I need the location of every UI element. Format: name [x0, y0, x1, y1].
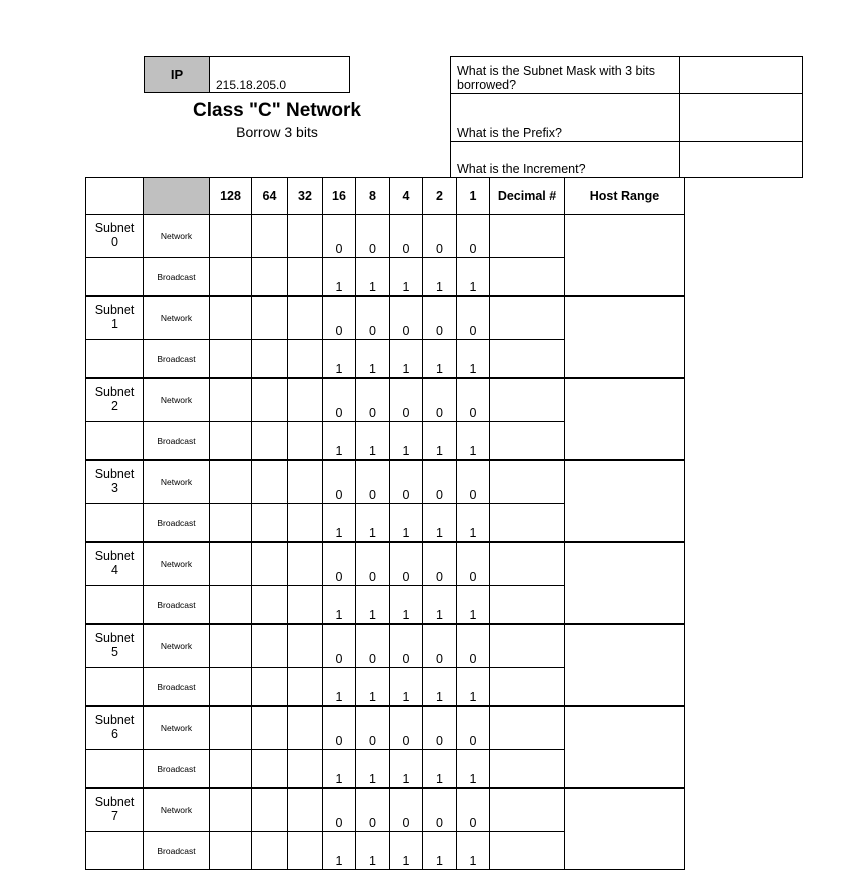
header-bit-1: 1 [457, 178, 490, 215]
bit-value: 0 [457, 706, 490, 750]
bit-value: 0 [356, 624, 390, 668]
row-type-network: Network [144, 624, 210, 668]
decimal-cell[interactable] [490, 586, 565, 625]
header-decimal: Decimal # [490, 178, 565, 215]
bit-input-cell[interactable] [252, 378, 288, 422]
worksheet-title: Class "C" Network [193, 100, 361, 121]
subnet-label: Subnet 1 [86, 296, 144, 340]
bit-value: 0 [323, 542, 356, 586]
subnet-3-network-row [86, 460, 685, 504]
question-subnet-mask: What is the Subnet Mask with 3 bits borrowed? [451, 57, 680, 94]
bit-value: 0 [457, 460, 490, 504]
bit-value: 0 [323, 624, 356, 668]
bit-input-cell[interactable] [288, 296, 323, 340]
bit-value: 0 [356, 378, 390, 422]
bit-value: 1 [323, 750, 356, 789]
bit-input-cell[interactable] [210, 460, 252, 504]
question-increment: What is the Increment? [451, 142, 680, 178]
row-type-broadcast: Broadcast [144, 668, 210, 707]
answer-subnet-mask[interactable] [680, 57, 803, 94]
bit-value: 1 [457, 668, 490, 707]
header-bit-64: 64 [252, 178, 288, 215]
bit-value: 1 [423, 668, 457, 707]
bit-input-cell[interactable] [288, 668, 323, 707]
bit-value: 0 [323, 378, 356, 422]
bit-value: 0 [323, 215, 356, 258]
bit-value: 0 [356, 215, 390, 258]
bit-input-cell[interactable] [252, 668, 288, 707]
subnet-6-network-row [86, 706, 685, 750]
header-gray [144, 178, 210, 215]
bit-value: 1 [356, 422, 390, 461]
bit-value: 0 [323, 296, 356, 340]
bit-value: 1 [390, 668, 423, 707]
bit-input-cell[interactable] [252, 422, 288, 461]
bit-input-cell[interactable] [288, 624, 323, 668]
bit-input-cell[interactable] [210, 378, 252, 422]
subnet-grid [85, 177, 685, 870]
bit-input-cell[interactable] [288, 542, 323, 586]
bit-value: 0 [423, 542, 457, 586]
subnet-label: Subnet 0 [86, 215, 144, 258]
bit-input-cell[interactable] [210, 340, 252, 379]
bit-value: 0 [457, 296, 490, 340]
bit-value: 0 [390, 542, 423, 586]
decimal-cell[interactable] [490, 296, 565, 340]
bit-input-cell[interactable] [252, 340, 288, 379]
bit-input-cell[interactable] [252, 750, 288, 789]
bit-input-cell[interactable] [288, 215, 323, 258]
header-host-range: Host Range [565, 178, 685, 215]
bit-value: 0 [423, 296, 457, 340]
subnet-label-blank [86, 422, 144, 461]
bit-value: 1 [390, 586, 423, 625]
bit-input-cell[interactable] [252, 296, 288, 340]
subnet-label: Subnet 3 [86, 460, 144, 504]
subnet-label-blank [86, 340, 144, 379]
row-type-network: Network [144, 460, 210, 504]
bit-input-cell[interactable] [252, 460, 288, 504]
header-bit-16: 16 [323, 178, 356, 215]
bit-value: 0 [390, 296, 423, 340]
worksheet-subtitle: Borrow 3 bits [236, 124, 318, 140]
header-blank [86, 178, 144, 215]
bit-value: 1 [390, 750, 423, 789]
bit-value: 1 [423, 258, 457, 297]
row-type-broadcast: Broadcast [144, 504, 210, 543]
header-bit-128: 128 [210, 178, 252, 215]
bit-input-cell[interactable] [210, 788, 252, 832]
host-range-cell[interactable] [565, 624, 685, 706]
bit-input-cell[interactable] [252, 624, 288, 668]
row-type-network: Network [144, 542, 210, 586]
row-type-broadcast: Broadcast [144, 422, 210, 461]
host-range-cell[interactable] [565, 706, 685, 788]
bit-value: 1 [457, 258, 490, 297]
bit-input-cell[interactable] [288, 378, 323, 422]
bit-value: 0 [356, 788, 390, 832]
subnet-0-network-row [86, 215, 685, 258]
host-range-cell[interactable] [565, 378, 685, 460]
host-range-cell[interactable] [565, 788, 685, 870]
answer-prefix[interactable] [680, 94, 803, 142]
bit-value: 0 [423, 215, 457, 258]
row-type-network: Network [144, 706, 210, 750]
bit-input-cell[interactable] [252, 706, 288, 750]
subnet-label-blank [86, 832, 144, 870]
subnet-label-blank [86, 668, 144, 707]
bit-value: 1 [390, 422, 423, 461]
bit-value: 1 [356, 832, 390, 870]
bit-value: 1 [390, 340, 423, 379]
bit-input-cell[interactable] [288, 258, 323, 297]
subnet-label: Subnet 4 [86, 542, 144, 586]
questions-table [450, 56, 803, 178]
subnet-label: Subnet 7 [86, 788, 144, 832]
bit-value: 0 [390, 378, 423, 422]
bit-input-cell[interactable] [210, 422, 252, 461]
bit-input-cell[interactable] [210, 296, 252, 340]
row-type-broadcast: Broadcast [144, 750, 210, 789]
bit-input-cell[interactable] [288, 788, 323, 832]
bit-value: 1 [323, 504, 356, 543]
bit-value: 1 [356, 504, 390, 543]
header-bit-8: 8 [356, 178, 390, 215]
bit-value: 1 [356, 340, 390, 379]
bit-value: 0 [390, 460, 423, 504]
host-range-cell[interactable] [565, 542, 685, 624]
decimal-cell[interactable] [490, 832, 565, 870]
bit-value: 1 [423, 422, 457, 461]
bit-value: 0 [390, 215, 423, 258]
bit-input-cell[interactable] [210, 750, 252, 789]
subnet-2-network-row [86, 378, 685, 422]
header-bit-4: 4 [390, 178, 423, 215]
bit-value: 0 [457, 788, 490, 832]
bit-value: 1 [457, 586, 490, 625]
ip-label: IP [144, 56, 210, 93]
bit-value: 1 [457, 750, 490, 789]
subnet-label: Subnet 6 [86, 706, 144, 750]
bit-input-cell[interactable] [288, 706, 323, 750]
subnet-5-network-row [86, 624, 685, 668]
header-bit-32: 32 [288, 178, 323, 215]
decimal-cell[interactable] [490, 624, 565, 668]
subnet-label-blank [86, 750, 144, 789]
bit-input-cell[interactable] [252, 542, 288, 586]
bit-input-cell[interactable] [288, 340, 323, 379]
bit-input-cell[interactable] [210, 258, 252, 297]
subnet-label-blank [86, 586, 144, 625]
row-type-network: Network [144, 788, 210, 832]
bit-value: 0 [457, 624, 490, 668]
bit-value: 0 [356, 706, 390, 750]
grid-header-row [86, 178, 685, 215]
row-type-broadcast: Broadcast [144, 340, 210, 379]
bit-input-cell[interactable] [288, 504, 323, 543]
bit-input-cell[interactable] [288, 586, 323, 625]
bit-value: 0 [390, 624, 423, 668]
bit-value: 0 [390, 788, 423, 832]
decimal-cell[interactable] [490, 750, 565, 789]
bit-value: 0 [423, 378, 457, 422]
subnet-label: Subnet 2 [86, 378, 144, 422]
bit-value: 0 [423, 460, 457, 504]
bit-value: 0 [323, 706, 356, 750]
bit-value: 0 [323, 460, 356, 504]
bit-input-cell[interactable] [210, 668, 252, 707]
bit-value: 0 [323, 788, 356, 832]
bit-value: 1 [423, 504, 457, 543]
decimal-cell[interactable] [490, 542, 565, 586]
question-prefix: What is the Prefix? [451, 94, 680, 142]
bit-value: 1 [423, 340, 457, 379]
bit-value: 1 [390, 258, 423, 297]
row-type-network: Network [144, 296, 210, 340]
ip-address-value[interactable]: 215.18.205.0 [209, 56, 350, 93]
bit-value: 1 [323, 832, 356, 870]
bit-input-cell[interactable] [288, 460, 323, 504]
bit-input-cell[interactable] [210, 832, 252, 870]
bit-value: 1 [323, 340, 356, 379]
decimal-cell[interactable] [490, 460, 565, 504]
bit-value: 1 [457, 422, 490, 461]
bit-value: 0 [356, 460, 390, 504]
bit-input-cell[interactable] [288, 832, 323, 870]
answer-increment[interactable] [680, 142, 803, 178]
subnet-label-blank [86, 258, 144, 297]
subnet-7-network-row [86, 788, 685, 832]
bit-value: 1 [323, 422, 356, 461]
subnet-label: Subnet 5 [86, 624, 144, 668]
bit-value: 1 [423, 832, 457, 870]
decimal-cell[interactable] [490, 504, 565, 543]
host-range-cell[interactable] [565, 460, 685, 542]
subnet-4-network-row [86, 542, 685, 586]
bit-value: 1 [323, 668, 356, 707]
bit-input-cell[interactable] [210, 624, 252, 668]
bit-input-cell[interactable] [288, 750, 323, 789]
bit-value: 1 [323, 258, 356, 297]
bit-value: 1 [457, 504, 490, 543]
decimal-cell[interactable] [490, 258, 565, 297]
bit-value: 0 [356, 296, 390, 340]
bit-value: 1 [390, 504, 423, 543]
bit-value: 0 [423, 706, 457, 750]
bit-input-cell[interactable] [252, 215, 288, 258]
bit-value: 1 [457, 340, 490, 379]
row-type-network: Network [144, 215, 210, 258]
decimal-cell[interactable] [490, 215, 565, 258]
decimal-cell[interactable] [490, 378, 565, 422]
bit-input-cell[interactable] [210, 504, 252, 543]
bit-value: 1 [423, 586, 457, 625]
bit-input-cell[interactable] [252, 832, 288, 870]
bit-value: 1 [356, 258, 390, 297]
bit-value: 1 [356, 750, 390, 789]
bit-input-cell[interactable] [210, 586, 252, 625]
bit-value: 0 [423, 788, 457, 832]
subnet-label-blank [86, 504, 144, 543]
bit-value: 0 [457, 215, 490, 258]
bit-value: 0 [423, 624, 457, 668]
bit-value: 0 [457, 542, 490, 586]
bit-input-cell[interactable] [252, 586, 288, 625]
bit-input-cell[interactable] [210, 706, 252, 750]
host-range-cell[interactable] [565, 215, 685, 297]
bit-input-cell[interactable] [210, 542, 252, 586]
bit-value: 1 [356, 668, 390, 707]
decimal-cell[interactable] [490, 340, 565, 379]
bit-value: 1 [390, 832, 423, 870]
bit-input-cell[interactable] [252, 258, 288, 297]
decimal-cell[interactable] [490, 788, 565, 832]
header-bit-2: 2 [423, 178, 457, 215]
row-type-broadcast: Broadcast [144, 586, 210, 625]
decimal-cell[interactable] [490, 706, 565, 750]
row-type-broadcast: Broadcast [144, 258, 210, 297]
bit-input-cell[interactable] [252, 788, 288, 832]
bit-value: 1 [423, 750, 457, 789]
decimal-cell[interactable] [490, 668, 565, 707]
row-type-broadcast: Broadcast [144, 832, 210, 870]
bit-value: 1 [323, 586, 356, 625]
bit-input-cell[interactable] [288, 422, 323, 461]
decimal-cell[interactable] [490, 422, 565, 461]
bit-value: 1 [356, 586, 390, 625]
bit-value: 1 [457, 832, 490, 870]
row-type-network: Network [144, 378, 210, 422]
subnet-1-network-row [86, 296, 685, 340]
bit-value: 0 [390, 706, 423, 750]
bit-input-cell[interactable] [210, 215, 252, 258]
bit-value: 0 [356, 542, 390, 586]
bit-input-cell[interactable] [252, 504, 288, 543]
host-range-cell[interactable] [565, 296, 685, 378]
bit-value: 0 [457, 378, 490, 422]
